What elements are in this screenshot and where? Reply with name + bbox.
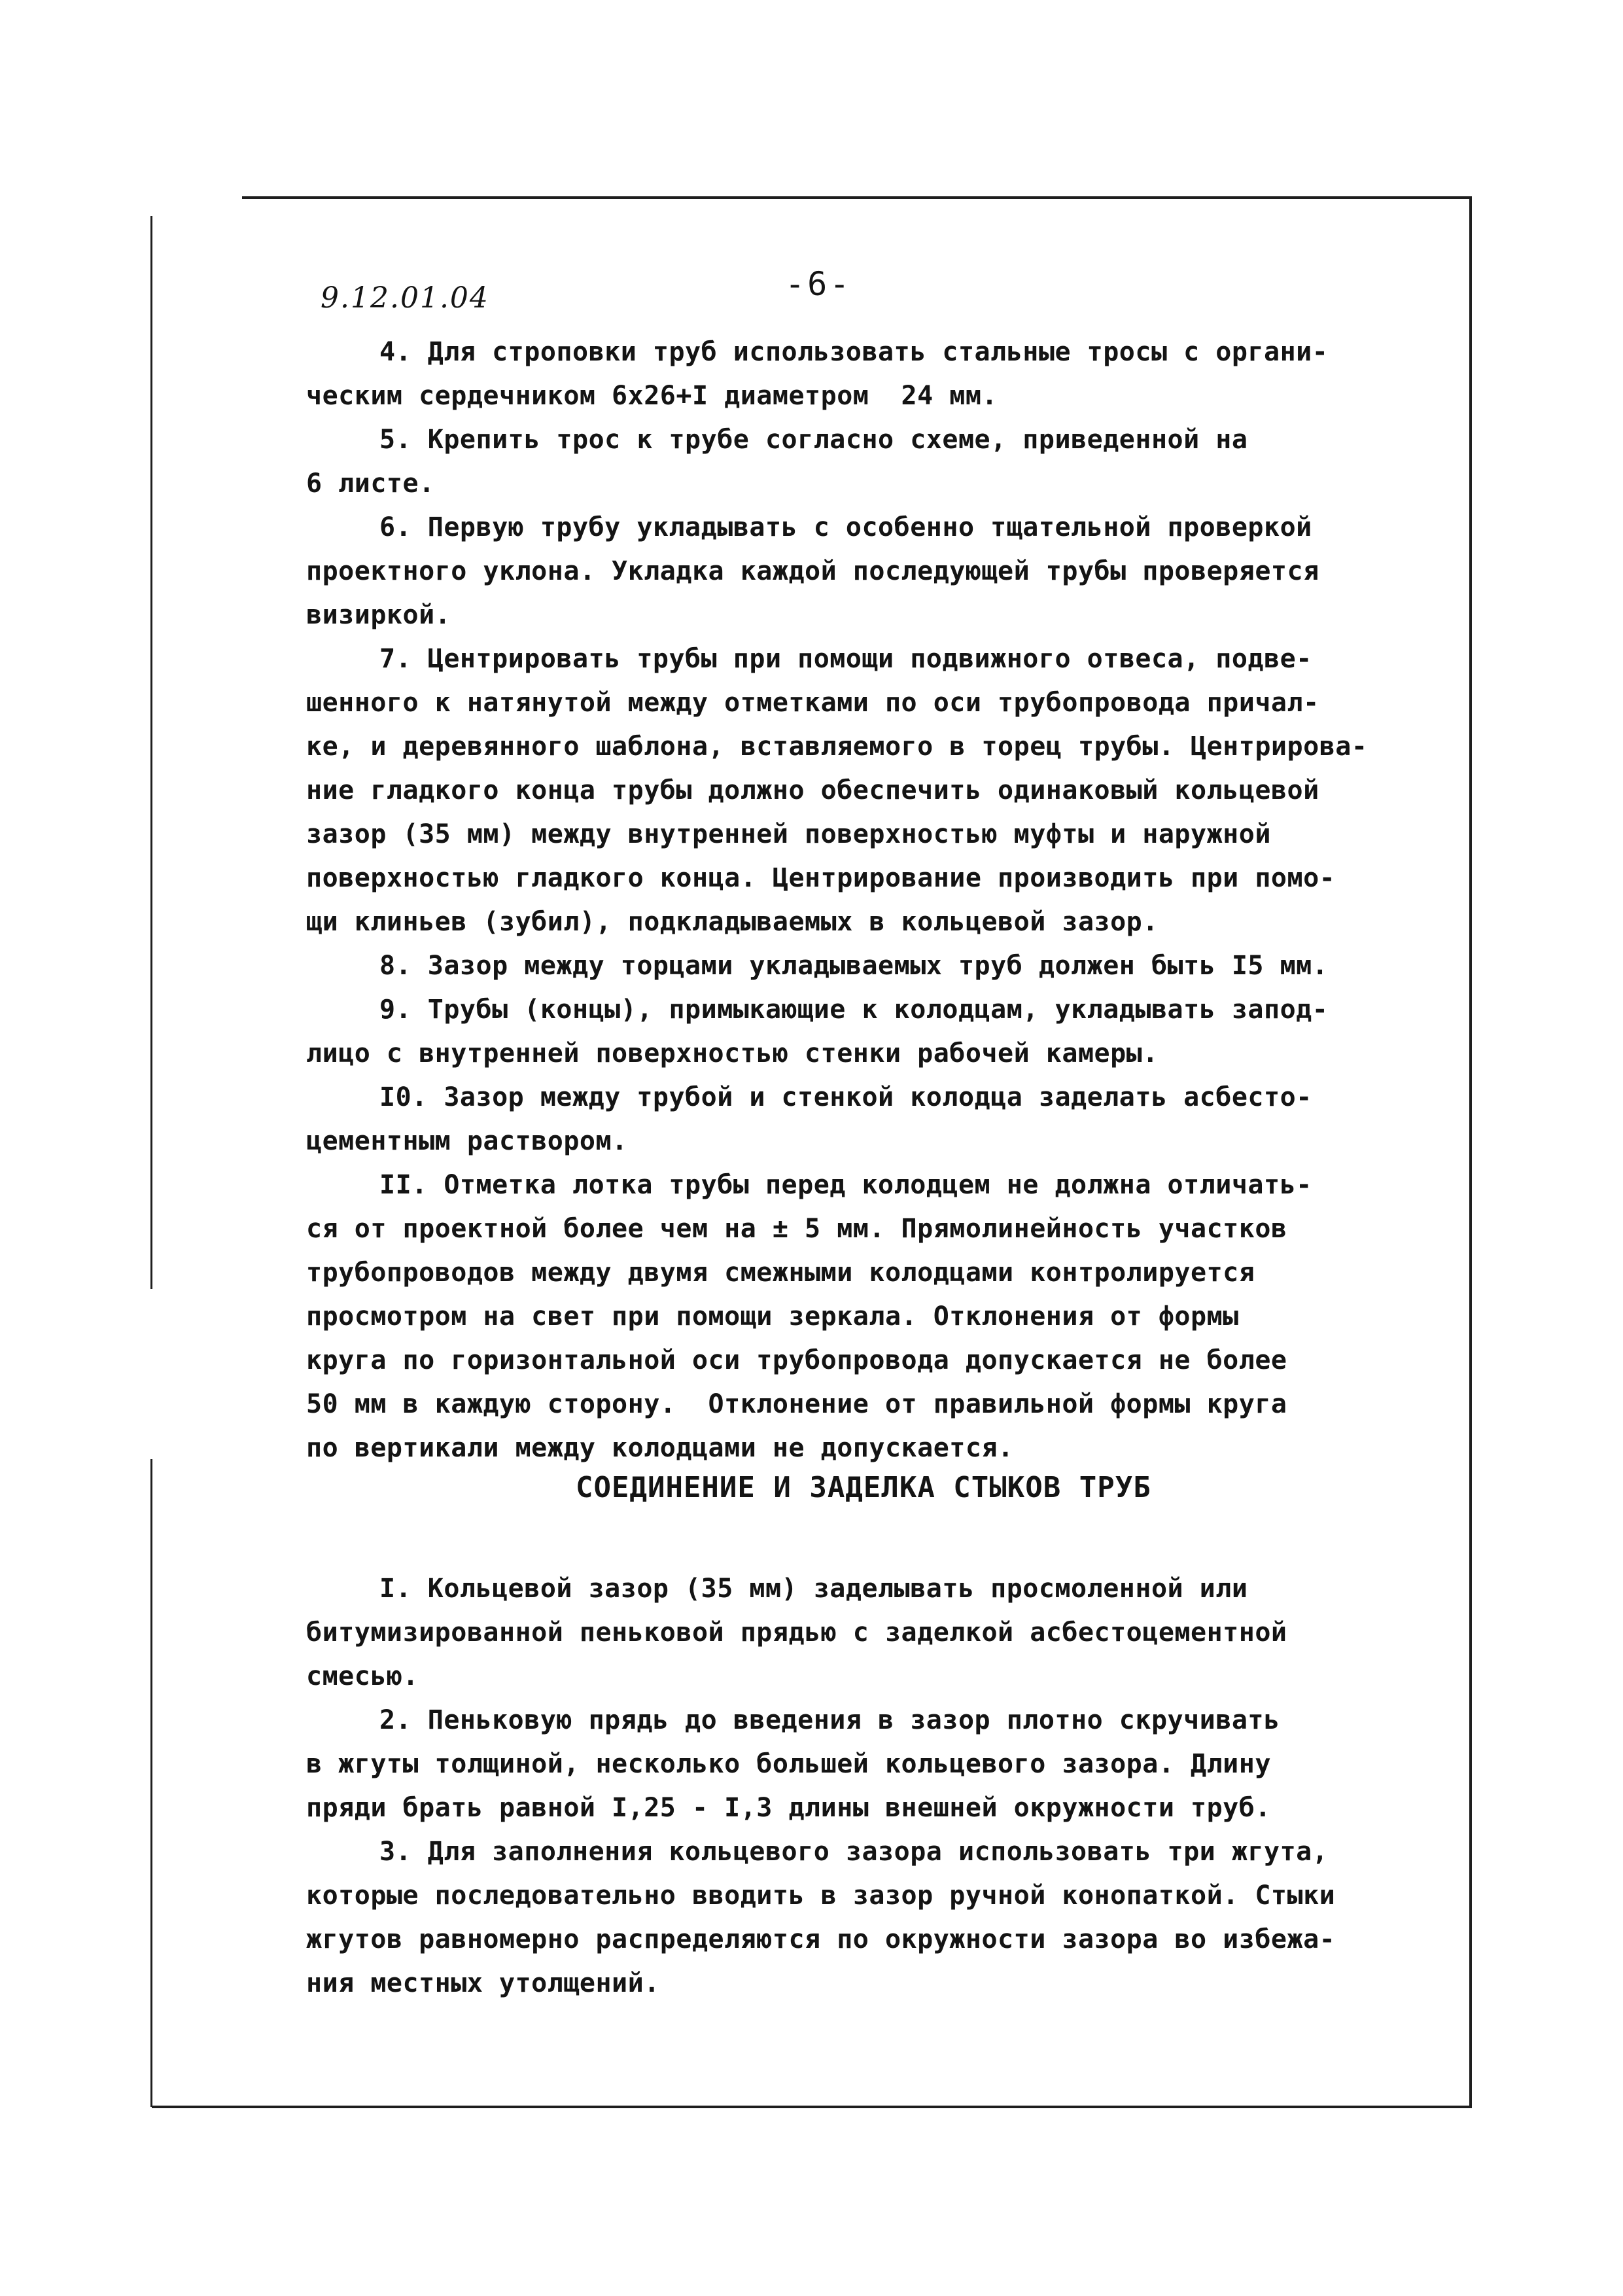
text-line: 5. Крепить трос к трубе согласно схеме, приведенной на: [379, 425, 1248, 455]
text-line: 2. Пеньковую прядь до введения в зазор плотно скручивать: [379, 1705, 1280, 1735]
text-line: просмотром на свет при помощи зеркала. Отклонения от формы: [306, 1301, 1239, 1332]
text-line: которые последовательно вводить в зазор ручной конопаткой. Стыки: [306, 1881, 1336, 1911]
text-line: ческим сердечником 6х26+I диаметром 24 мм.: [306, 381, 998, 411]
text-line: I. Кольцевой зазор (35 мм) заделывать просмоленной или: [379, 1574, 1248, 1604]
text-line: ния местных утолщений.: [306, 1968, 660, 1998]
margin-left-line-upper: [150, 216, 152, 1289]
paragraph: [306, 637, 1399, 944]
text-line: щи клиньев (зубил), подкладываемых в кольцевой зазор.: [306, 907, 1159, 937]
margin-left-line-lower: [150, 1459, 152, 2107]
paragraph: [306, 330, 1399, 418]
text-line: 4. Для строповки труб использовать стальные тросы с органи-: [379, 337, 1329, 367]
frame-bottom-line: [152, 2106, 1472, 2108]
text-line: в жгуты толщиной, несколько большей кольцевого зазора. Длину: [306, 1749, 1271, 1779]
text-line: 9. Трубы (концы), примыкающие к колодцам, укладывать запод-: [379, 995, 1329, 1025]
paragraph: [306, 944, 1399, 988]
text-line: лицо с внутренней поверхностью стенки рабочей камеры.: [306, 1038, 1159, 1069]
text-line: цементным раствором.: [306, 1126, 628, 1156]
paragraph: [306, 1076, 1399, 1163]
text-line: проектного уклона. Укладка каждой последующей трубы проверяется: [306, 556, 1319, 586]
text-line: трубопроводов между двумя смежными колодцами контролируется: [306, 1258, 1255, 1288]
text-line: II. Отметка лотка трубы перед колодцем не должна отличать-: [379, 1170, 1312, 1200]
section-2-body: [306, 1567, 1399, 2005]
section-1-body: [306, 330, 1399, 1470]
text-line: круга по горизонтальной оси трубопровода допускается не более: [306, 1345, 1287, 1375]
page-number: -6-: [785, 265, 852, 303]
paragraph: [306, 418, 1399, 506]
text-line: 6 листе.: [306, 468, 435, 499]
document-code: 9.12.01.04: [321, 281, 489, 315]
text-line: ние гладкого конца трубы должно обеспечить одинаковый кольцевой: [306, 775, 1319, 805]
section-heading: СОЕДИНЕНИЕ И ЗАДЕЛКА СТЫКОВ ТРУБ: [576, 1471, 1151, 1504]
text-line: 6. Первую трубу укладывать с особенно тщательной проверкой: [379, 512, 1312, 542]
paragraph: [306, 1699, 1399, 1830]
paragraph: [306, 1830, 1399, 2005]
paragraph: [306, 506, 1399, 637]
text-line: жгутов равномерно распределяются по окружности зазора во избежа-: [306, 1924, 1336, 1954]
text-line: зазор (35 мм) между внутренней поверхностью муфты и наружной: [306, 819, 1271, 849]
text-line: битумизированной пеньковой прядью с заделкой асбестоцементной: [306, 1617, 1287, 1648]
text-line: пряди брать равной I,25 - I,3 длины внешней окружности труб.: [306, 1793, 1271, 1823]
text-line: 50 мм в каждую сторону. Отклонение от правильной формы круга: [306, 1389, 1287, 1419]
text-line: I0. Зазор между трубой и стенкой колодца заделать асбесто-: [379, 1082, 1312, 1112]
text-line: шенного к натянутой между отметками по оси трубопровода причал-: [306, 688, 1319, 718]
frame-right-line: [1469, 196, 1472, 2108]
text-line: по вертикали между колодцами не допускается.: [306, 1433, 1014, 1463]
text-line: ся от проектной более чем на ± 5 мм. Прямолинейность участков: [306, 1214, 1287, 1244]
text-line: 7. Центрировать трубы при помощи подвижного отвеса, подве-: [379, 644, 1312, 674]
paragraph: [306, 988, 1399, 1076]
text-line: визиркой.: [306, 600, 451, 630]
text-line: поверхностью гладкого конца. Центрирование производить при помо-: [306, 863, 1336, 893]
text-line: смесью.: [306, 1661, 419, 1691]
text-line: 3. Для заполнения кольцевого зазора использовать три жгута,: [379, 1837, 1329, 1867]
text-line: 8. Зазор между торцами укладываемых труб должен быть I5 мм.: [379, 951, 1329, 981]
paragraph: [306, 1567, 1399, 1699]
text-line: ке, и деревянного шаблона, вставляемого в торец трубы. Центрирова-: [306, 732, 1368, 762]
paragraph: [306, 1163, 1399, 1470]
frame-top-line: [242, 196, 1472, 199]
